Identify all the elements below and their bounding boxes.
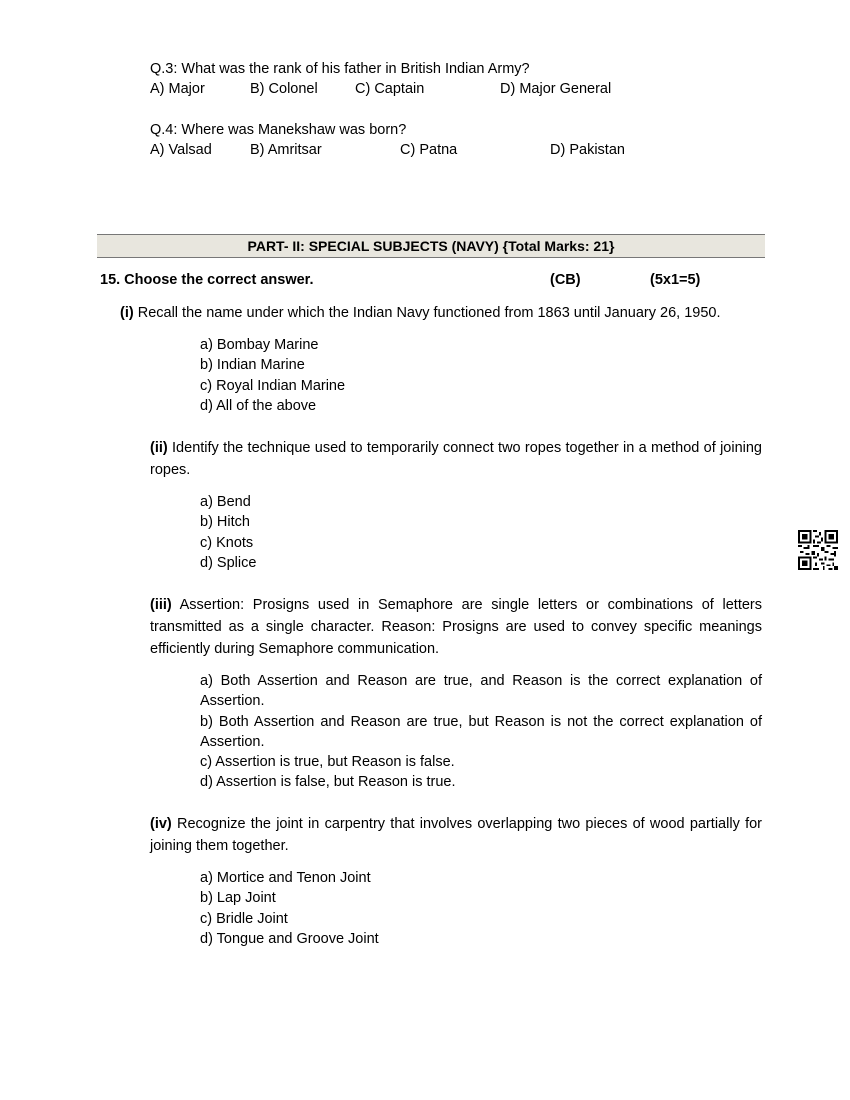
option: a) Mortice and Tenon Joint	[200, 870, 371, 886]
q4-question: Q.4: Where was Manekshaw was born?	[150, 122, 407, 138]
question-number: (iv)	[150, 816, 172, 832]
qr-code-icon	[798, 530, 838, 570]
option: b) Hitch	[200, 514, 250, 531]
question-i	[120, 303, 721, 323]
option: b) Lap Joint	[200, 890, 276, 907]
q3-question: Q.3: What was the rank of his father in British Indian Army?	[150, 61, 530, 77]
section-title: 15. Choose the correct answer.	[100, 272, 314, 288]
option: d) Tongue and Groove Joint	[200, 930, 379, 947]
question-iv	[150, 813, 762, 857]
question-iii	[150, 594, 762, 660]
q4-option-c: C) Patna	[400, 142, 458, 158]
option: c) Assertion is true, but Reason is false.	[200, 754, 455, 771]
option: c) Royal Indian Marine	[200, 377, 346, 394]
option: a) Bend	[200, 494, 251, 510]
question-text: Recognize the joint in carpentry that involves overlapping two pieces of wood partially for joining them together.	[150, 816, 762, 854]
option: a) Both Assertion and Reason are true, and Reason is the correct explanation of Assertion.	[200, 673, 762, 710]
option: c) Bridle Joint	[200, 910, 288, 927]
option: c) Knots	[200, 534, 254, 551]
q4-option-b: B) Amritsar	[250, 142, 322, 158]
options-list-iii	[200, 671, 762, 793]
question-number: (i)	[120, 305, 134, 321]
options-list-ii	[200, 492, 762, 573]
question-ii	[150, 437, 762, 481]
option: d) Splice	[200, 554, 257, 571]
option: b) Indian Marine	[200, 357, 305, 374]
q3-option-c: C) Captain	[355, 81, 425, 97]
option: d) Assertion is false, but Reason is true.	[200, 774, 456, 791]
question-number: (ii)	[150, 440, 168, 456]
option: b) Both Assertion and Reason are true, but Reason is not the correct explanation of Assertion.	[200, 713, 762, 750]
question-text: Assertion: Prosigns used in Semaphore are single letters or combinations of letters transmitted as a single character. Reason: Prosigns are used to convey specific meanings efficiently during Semaphore communication.	[150, 597, 762, 657]
question-number: (iii)	[150, 597, 172, 613]
section-banner: PART- II: SPECIAL SUBJECTS (NAVY) {Total Marks: 21}	[97, 234, 765, 258]
q3-option-b: B) Colonel	[250, 81, 318, 97]
q3-option-a: A) Major	[150, 81, 205, 97]
section-cb: (CB)	[550, 272, 581, 288]
q4-option-a: A) Valsad	[150, 142, 212, 158]
q3-option-d: D) Major General	[500, 81, 612, 97]
option: a) Bombay Marine	[200, 337, 319, 353]
options-list-iv	[200, 868, 762, 949]
question-text: Recall the name under which the Indian Navy functioned from 1863 until January 26, 1950.	[137, 305, 721, 321]
section-marks: (5x1=5)	[650, 272, 701, 288]
question-text: Identify the technique used to temporarily connect two ropes together in a method of joining ropes.	[150, 440, 762, 478]
options-list-i	[200, 335, 762, 416]
q4-option-d: D) Pakistan	[550, 142, 625, 158]
option: d) All of the above	[200, 397, 317, 414]
